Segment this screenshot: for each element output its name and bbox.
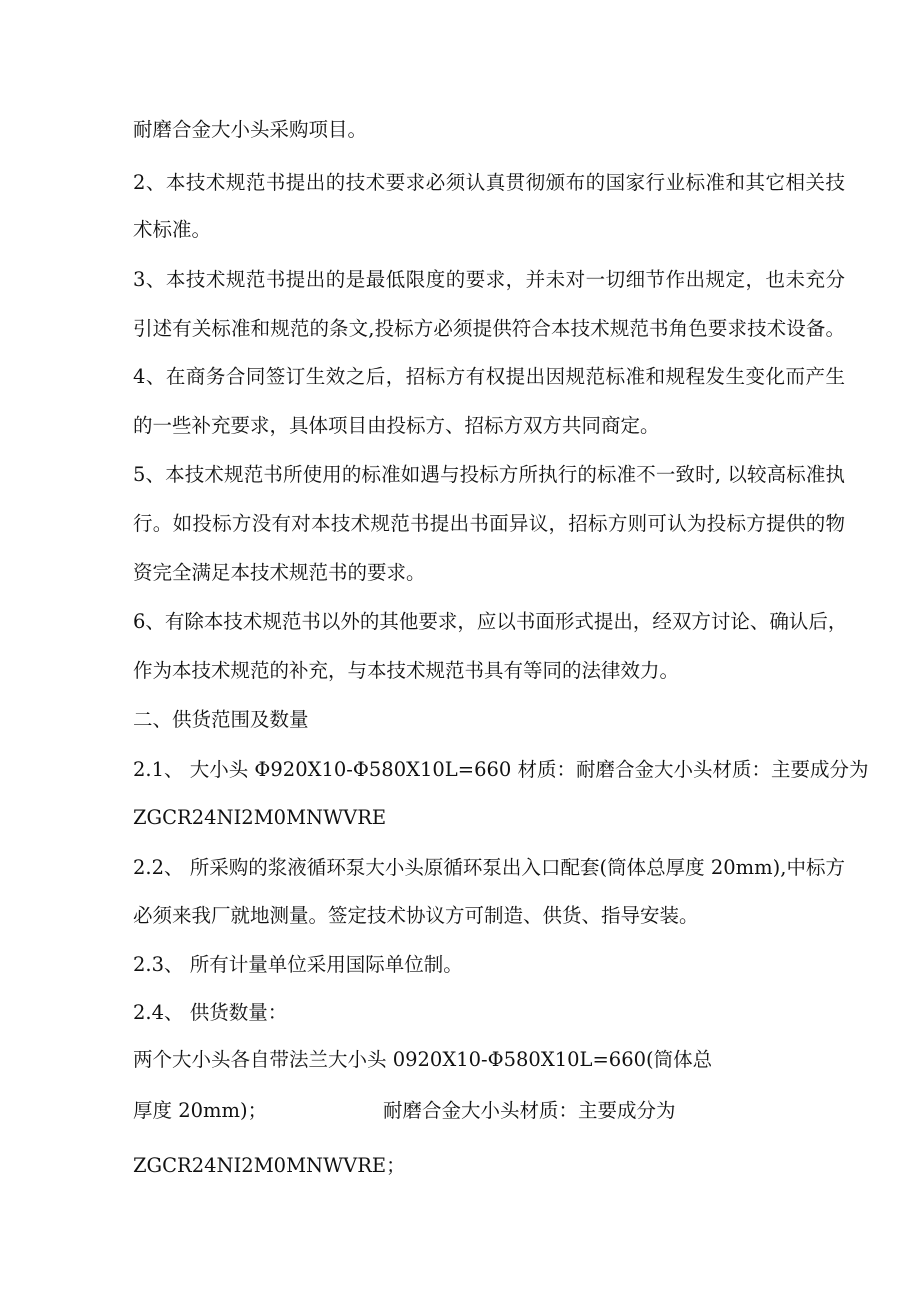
clause-4-line-2: 的一些补充要求，具体项目由投标方、招标方双方共同商定。	[133, 414, 660, 437]
clause-5-line-2: 行。如投标方没有对本技术规范书提出书面异议，招标方则可认为投标方提供的物	[133, 512, 845, 535]
clause-5-line-3: 资完全满足本技术规范书的要求。	[133, 561, 426, 584]
item-2-1-line-2: ZGCR24NI2M0MNWVRE	[133, 806, 387, 829]
clause-3-line-1: 3、本技术规范书提出的是最低限度的要求，并未对一切细节作出规定，也未充分	[133, 268, 845, 291]
clause-2-line-1: 2、本技术规范书提出的技术要求必须认真贯彻颁布的国家行业标准和其它相关技	[133, 171, 845, 194]
clause-2-line-2: 术标准。	[133, 218, 212, 241]
quantity-line-2-right: 耐磨合金大小头材质：主要成分为	[383, 1099, 676, 1122]
clause-3-line-2: 引述有关标准和规范的条文,投标方必须提供符合本技术规范书角色要求技术设备。	[133, 317, 845, 340]
item-2-1-line-1: 2.1、 大小头 Φ920X10-Φ580X10L=660 材质：耐磨合金大小头材质：主要成分为	[133, 758, 869, 781]
quantity-line-1: 两个大小头各自带法兰大小头 0920X10-Φ580X10L=660(筒体总	[133, 1048, 713, 1071]
clause-6-line-1: 6、有除本技术规范书以外的其他要求，应以书面形式提出，经双方讨论、确认后，	[133, 610, 848, 633]
clause-6-line-2: 作为本技术规范的补充，与本技术规范书具有等同的法律效力。	[133, 659, 680, 682]
clause-5-line-1: 5、本技术规范书所使用的标准如遇与投标方所执行的标准不一致时, 以较高标准执	[133, 463, 845, 486]
section-heading: 二、供货范围及数量	[133, 708, 309, 731]
item-2-2-line-2: 必须来我厂就地测量。签定技术协议方可制造、供货、指导安装。	[133, 904, 699, 927]
quantity-line-2-left: 厚度 20mm)；	[133, 1099, 268, 1122]
item-2-4: 2.4、 供货数量：	[133, 1001, 288, 1024]
paragraph-line: 耐磨合金大小头采购项目。	[133, 118, 368, 141]
item-2-3: 2.3、 所有计量单位采用国际单位制。	[133, 953, 463, 976]
quantity-line-3: ZGCR24NI2M0MNWVRE；	[133, 1154, 406, 1177]
item-2-2-line-1: 2.2、 所采购的浆液循环泵大小头原循环泵出入口配套(筒体总厚度 20mm),中标方	[133, 856, 845, 879]
clause-4-line-1: 4、在商务合同签订生效之后，招标方有权提出因规范标准和规程发生变化而产生	[133, 365, 845, 388]
